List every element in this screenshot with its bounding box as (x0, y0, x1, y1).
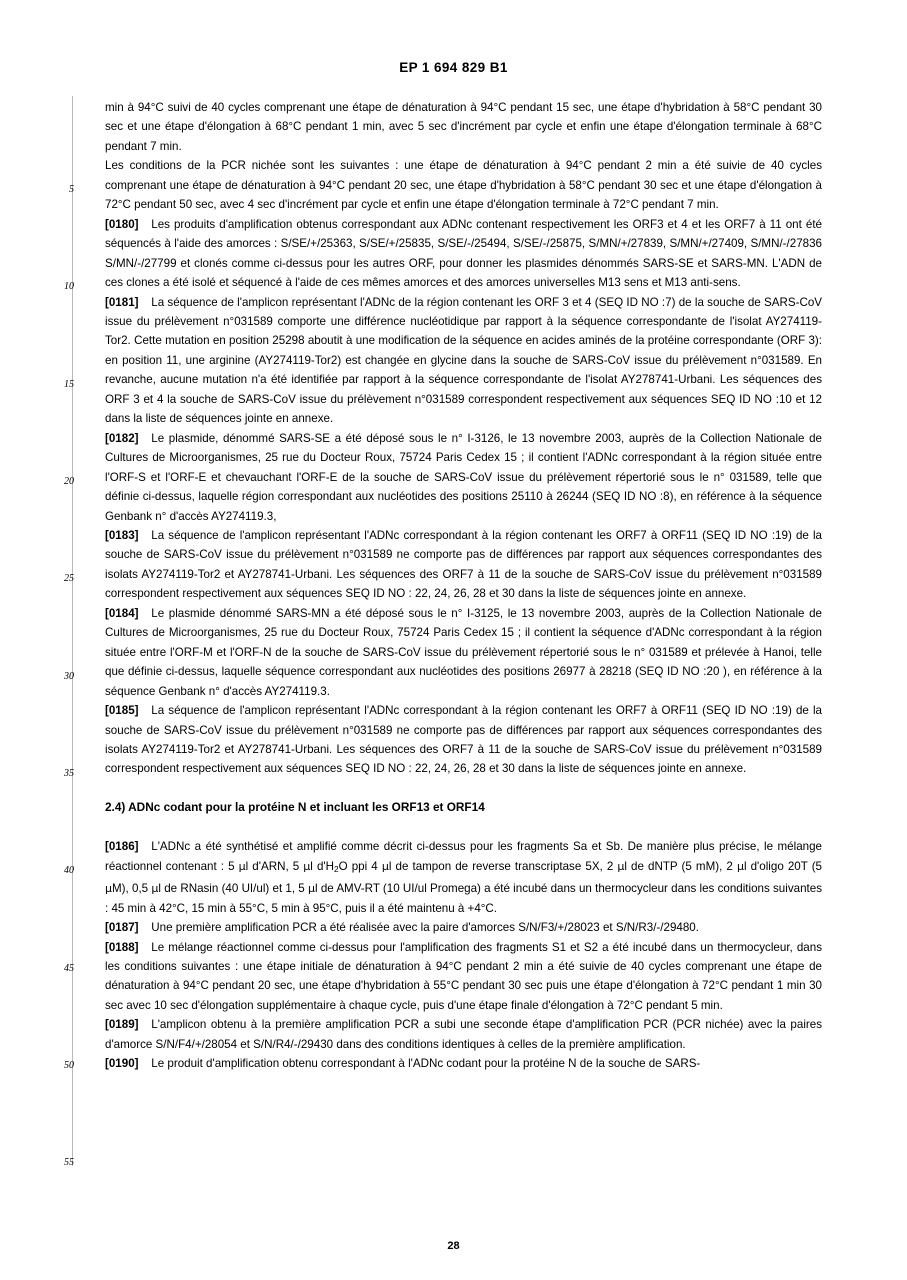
line-number: 5 (69, 184, 74, 195)
line-number: 10 (64, 281, 74, 292)
line-number: 50 (64, 1060, 74, 1071)
body-text-column (105, 98, 822, 1074)
paragraph-continuation-1: min à 94°C suivi de 40 cycles comprenant une étape de dénaturation à 94°C pendant 15 sec, une étape d'hybridation à 58°C pendant 30 sec et une étape d'élongation à 68°C pendant 1 min, avec 5 sec d'incrément par cycle et enfin une étape d'élongation terminale à 68°C pendant 7 min. (105, 101, 822, 153)
paragraph-0186 (105, 837, 822, 918)
paragraph-text: Le mélange réactionnel comme ci-dessus pour l'amplification des fragments S1 et S2 a été incubé dans un thermocycleur, dans les conditions suivantes : une étape initiale de dénaturation à 94°C pendant 2 min a été suivie de 40 cycles comprenant une étape de dénaturation à 94°C pendant 20 sec, une étape d'hybridation à 55°C pendant 30 sec puis une étape d'élongation à 72°C pendant 1 min 30 sec avec 10 sec d'élongation supplémentaire à chaque cycle, puis d'une étape finale d'élongation à 72°C pendant 5 min. (105, 940, 822, 1012)
paragraph-number: [0189] (105, 1018, 139, 1032)
paragraph-number: [0190] (105, 1057, 139, 1071)
paragraph-number: [0187] (105, 921, 139, 935)
paragraph-number: [0182] (105, 431, 139, 445)
line-number: 15 (64, 379, 74, 390)
paragraph-0180 (105, 215, 822, 293)
line-number: 25 (64, 573, 74, 584)
line-number: 35 (64, 768, 74, 779)
line-number: 55 (64, 1157, 74, 1168)
page-number: 28 (447, 1240, 460, 1252)
section-heading: 2.4) ADNc codant pour la protéine N et incluant les ORF13 et ORF14 (105, 800, 485, 815)
paragraph-0181 (105, 293, 822, 429)
paragraph-text: La séquence de l'amplicon représentant l'ADNc correspondant à la région contenant les ORF7 à ORF11 (SEQ ID NO :19) de la souche de SARS-CoV issue du prélèvement n°031589 ne comporte pas de différences par rapport aux séquences correspondantes des isolats AY274119-Tor2 et AY278741-Urbani. Les séquences des ORF7 à 11 de la souche de SARS-CoV issue du prélèvement n°031589 correspondent respectivement aux séquences SEQ ID NO : 22, 24, 26, 28 et 30 dans la liste de séquences jointe en annexe. (105, 704, 822, 776)
paragraph-number: [0180] (105, 217, 139, 231)
line-number: 30 (64, 671, 74, 682)
page-title: EP 1 694 829 B1 (399, 60, 508, 75)
paragraph-text: La séquence de l'amplicon représentant l'ADNc correspondant à la région contenant les ORF7 à ORF11 (SEQ ID NO :19) de la souche de SARS-CoV issue du prélèvement n°031589 ne comporte pas de différences par rapport aux séquences correspondantes des isolats AY274119-Tor2 et AY278741-Urbani. Les séquences des ORF7 à 11 de la souche de SARS-CoV issue du prélèvement n°031589 correspondent respectivement aux séquences SEQ ID NO : 22, 24, 26, 28 et 30 dans la liste de séquences jointe en annexe. (105, 528, 822, 601)
paragraph-0190 (105, 1054, 822, 1073)
line-number: 45 (64, 963, 74, 974)
paragraph-number: [0184] (105, 606, 139, 620)
paragraph-number: [0185] (105, 704, 139, 718)
paragraph-text: L'ADNc a été synthétisé et amplifié comme décrit ci-dessus pour les fragments Sa et Sb. De manière plus précise, le mélange réactionnel contenant : 5 μl d'ARN, 5 μl $d'H_2O$ ppi 4 μl de tampon de reverse transcriptase 5X, 2 μl de dNTP (5 mM), 2 μl d'oligo 20T (5 μM), 0,5 μl de RNasin (40 UI/ul) et 1, 5 μl de AMV-RT (10 UI/ul Promega) a été incubé dans un thermocycleur dans les conditions suivantes : 45 min à 42°C, 15 min à 55°C, 5 min à 95°C, puis il a été maintenu à +4°C. (105, 840, 822, 915)
paragraph-text: Une première amplification PCR a été réalisée avec la paire d'amorces S/N/F3/+/28023 et S/N/R3/-/29480. (151, 921, 699, 935)
paragraph-text: Le plasmide, dénommé SARS-SE a été déposé sous le n° I-3126, le 13 novembre 2003, auprès de la Collection Nationale de Cultures de Microorganismes, 25 rue du Docteur Roux, 75724 Paris Cedex 15 ; il contient l'ADNc correspondant à la région située entre l'ORF-S et l'ORF-E et chevauchant l'ORF-E de la souche de SARS-CoV issue du prélèvement répertorié sous le n° 031589, telle que définie ci-dessus, laquelle région correspondant aux nucléotides des positions 25110 à 26244 (SEQ ID NO :8), en référence à la séquence Genbank n° d'accès AY274119.3, (105, 431, 822, 523)
paragraph-number: [0183] (105, 528, 139, 542)
paragraph-number: [0188] (105, 940, 139, 954)
paragraph-0187 (105, 918, 822, 937)
paragraph-text: L'amplicon obtenu à la première amplification PCR a subi une seconde étape d'amplification PCR (PCR nichée) avec la paires d'amorce S/N/F4/+/28054 et S/N/R4/-/29430 dans des conditions identiques à celles de la première amplification. (105, 1018, 822, 1051)
paragraph-0183 (105, 526, 822, 604)
paragraph-text: Les produits d'amplification obtenus correspondant aux ADNc contenant respectivement les ORF3 et 4 et les ORF7 à 11 ont été séquencés à l'aide des amorces : S/SE/+/25363, S/SE/+/25835, S/SE/-/25494, S/SE/-/25875, S/MN/+/27839, S/MN/+/27409, S/MN/-/27836 S/MN/-/27799 et clonés comme ci-dessus pour les autres ORF, pour donner les plasmides dénommés SARS-SE et SARS-MN. L'ADN de ces clones a été isolé et séquencé à l'aide de ces mêmes amorces et des amorces universelles M13 sens et M13 anti-sens. (105, 217, 822, 290)
line-number-gutter (0, 98, 98, 1168)
line-number: 40 (64, 865, 74, 876)
paragraph-0189 (105, 1015, 822, 1054)
paragraph-0185 (105, 701, 822, 779)
paragraph-number: [0181] (105, 295, 139, 309)
line-number: 20 (64, 476, 74, 487)
paragraph-text: Le plasmide dénommé SARS-MN a été déposé sous le n° I-3125, le 13 novembre 2003, auprès de la Collection Nationale de Cultures de Microorganismes, 25 rue du Docteur Roux, 75724 Paris Cedex 15 ; il contient la séquence d'ADNc correspondant à la région située entre l'ORF-M et l'ORF-N de la souche de SARS-CoV issue du prélèvement répertorié sous le n° 031589 et prélevée à Hanoi, telle que définie ci-dessus, laquelle séquence correspondant aux nucléotides des positions 26977 à 28218 (SEQ ID NO :20 ), en référence à la séquence Genbank n° d'accès AY274119.3. (105, 606, 822, 698)
paragraph-0182 (105, 429, 822, 526)
paragraph-text: Le produit d'amplification obtenu correspondant à l'ADNc codant pour la protéine N de la souche de SARS- (151, 1057, 701, 1071)
paragraph-0188 (105, 938, 822, 1016)
paragraph-0184 (105, 604, 822, 701)
paragraph-continuation-2: Les conditions de la PCR nichée sont les suivantes : une étape de dénaturation à 94°C pendant 2 min a été suivie de 40 cycles comprenant une étape de dénaturation à 94°C pendant 20 sec, une étape d'hybridation à 58°C pendant 30 sec et une étape d'élongation à 72°C pendant 50 sec, avec 4 sec d'incrément par cycle et enfin une étape d'élongation terminale à 72°C pendant 7 min. (105, 159, 822, 212)
paragraph-number: [0186] (105, 840, 139, 854)
paragraph-text: La séquence de l'amplicon représentant l'ADNc de la région contenant les ORF 3 et 4 (SEQ ID NO :7) de la souche de SARS-CoV issue du prélèvement n°031589 comporte une différence nucléotidique par rapport à la séquence correspondante de l'isolat AY274119-Tor2. Cette mutation en position 25298 aboutit à une modification de la séquence en acides aminés de la protéine correspondante (ORF 3): en position 11, une arginine (AY274119-Tor2) est changée en glycine dans la souche de SARS-CoV issue du prélèvement n°031589. En revanche, aucune mutation n'a été identifiée par rapport à la séquence correspondante de l'isolat AY278741-Urbani. Les séquences des ORF 3 et 4 la souche de SARS-CoV issue du prélèvement n°031589 correspondent respectivement aux séquences SEQ ID NO :10 et 12 dans la liste de séquences jointe en annexe. (105, 295, 822, 426)
